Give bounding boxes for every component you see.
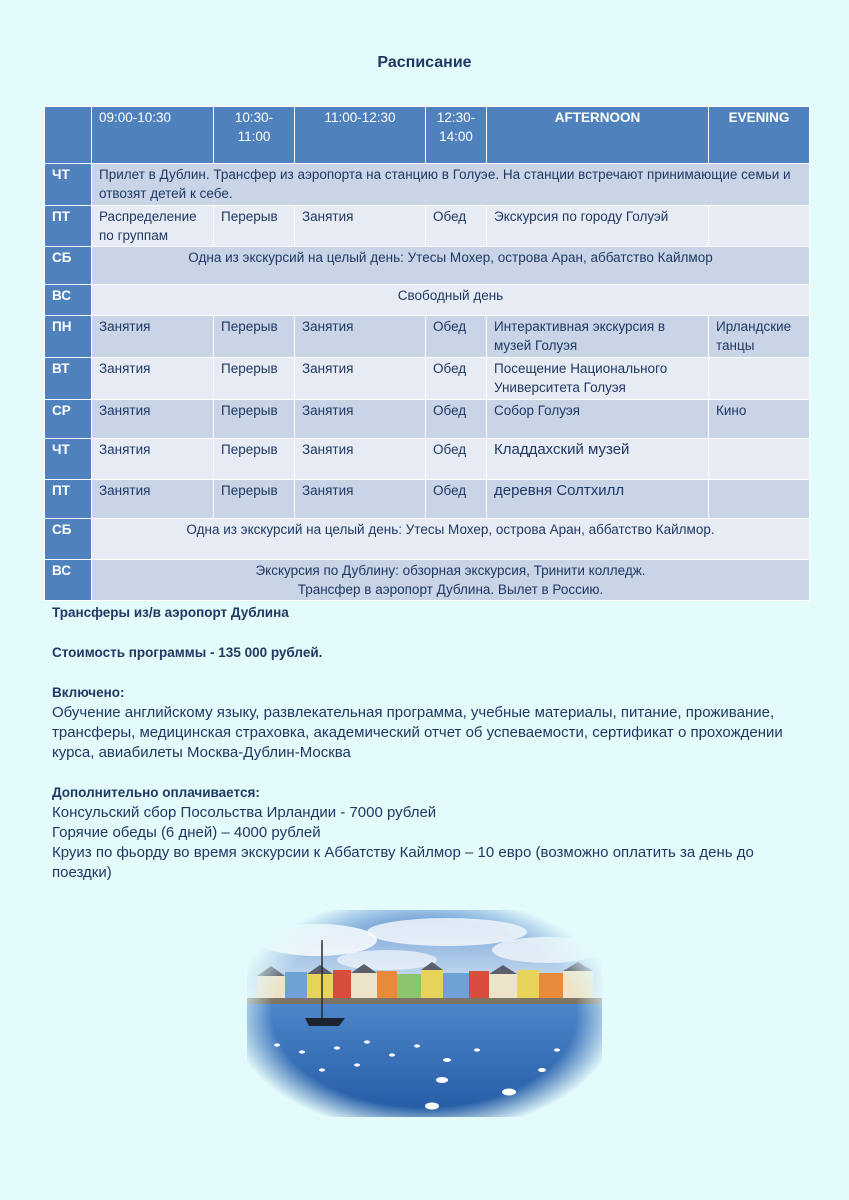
day-cell: ПН xyxy=(45,316,92,358)
activity-cell: Свободный день xyxy=(92,285,810,316)
activity-cell xyxy=(92,560,810,601)
day-cell: ВС xyxy=(45,285,92,316)
activity-cell: Перерыв xyxy=(214,480,295,519)
extra-item: Горячие обеды (6 дней) – 4000 рублей xyxy=(52,824,321,841)
table-row xyxy=(45,358,810,400)
activity-cell xyxy=(709,206,810,247)
galway-harbor-photo xyxy=(247,910,602,1117)
activity-cell: Занятия xyxy=(92,316,214,358)
day-cell: ВТ xyxy=(45,358,92,400)
activity-cell: Одна из экскурсий на целый день: Утесы Мохер, острова Аран, аббатство Кайлмор xyxy=(92,247,810,285)
activity-cell: Кладдахский музей xyxy=(487,439,709,480)
activity-cell: Экскурсия по городу Голуэй xyxy=(487,206,709,247)
schedule-header-row xyxy=(45,107,810,164)
extra-item: Круиз по фьорду во время экскурсии к Аббатству Кайлмор – 10 евро (возможно оплатить за день до поездки) xyxy=(52,844,754,881)
activity-cell: Обед xyxy=(426,358,487,400)
table-row xyxy=(45,206,810,247)
table-row xyxy=(45,400,810,439)
activity-cell: Собор Голуэя xyxy=(487,400,709,439)
activity-line: Трансфер в аэропорт Дублина. Вылет в Россию. xyxy=(297,582,604,597)
header-cell-slot-4: 12:30-14:00 xyxy=(426,107,487,164)
table-row xyxy=(45,164,810,206)
activity-cell: Обед xyxy=(426,480,487,519)
activity-cell: Интерактивная экскурсия в музей Голуэя xyxy=(487,316,709,358)
header-cell-slot-3: 11:00-12:30 xyxy=(295,107,426,164)
activity-cell: Занятия xyxy=(92,480,214,519)
activity-cell: Одна из экскурсий на целый день: Утесы Мохер, острова Аран, аббатство Кайлмор. xyxy=(92,519,810,560)
activity-line: Экскурсия по Дублину: обзорная экскурсия, Тринити колледж. xyxy=(255,563,646,578)
table-row xyxy=(45,480,810,519)
activity-cell: Кино xyxy=(709,400,810,439)
program-cost: Стоимость программы - 135 000 рублей. xyxy=(52,645,323,660)
table-row xyxy=(45,285,810,316)
activity-cell xyxy=(709,358,810,400)
activity-cell: Обед xyxy=(426,439,487,480)
activity-cell: Занятия xyxy=(92,400,214,439)
header-cell-afternoon: AFTERNOON xyxy=(487,107,709,164)
day-cell: ПТ xyxy=(45,480,92,519)
activity-cell: Занятия xyxy=(295,316,426,358)
activity-cell: Перерыв xyxy=(214,316,295,358)
day-cell: СБ xyxy=(45,519,92,560)
day-cell: ПТ xyxy=(45,206,92,247)
activity-cell: деревня Солтхилл xyxy=(487,480,709,519)
activity-cell: Занятия xyxy=(295,358,426,400)
activity-cell: Занятия xyxy=(92,439,214,480)
activity-cell: Посещение Национального Университета Голуэя xyxy=(487,358,709,400)
activity-cell: Занятия xyxy=(295,206,426,247)
activity-cell: Обед xyxy=(426,206,487,247)
table-row xyxy=(45,316,810,358)
header-cell-evening: EVENING xyxy=(709,107,810,164)
activity-cell: Занятия xyxy=(92,358,214,400)
header-cell-day xyxy=(45,107,92,164)
activity-cell: Ирландские танцы xyxy=(709,316,810,358)
day-cell: СР xyxy=(45,400,92,439)
extra-item: Консульский сбор Посольства Ирландии - 7000 рублей xyxy=(52,804,437,821)
table-row xyxy=(45,247,810,285)
activity-cell: Перерыв xyxy=(214,439,295,480)
extra-heading: Дополнительно оплачивается: xyxy=(52,785,260,800)
activity-cell: Занятия xyxy=(295,439,426,480)
day-cell: ЧТ xyxy=(45,164,92,206)
page-title: Расписание xyxy=(377,54,472,71)
header-cell-slot-1: 09:00-10:30 xyxy=(92,107,214,164)
activity-cell: Прилет в Дублин. Трансфер из аэропорта на станцию в Голуэе. На станции встречают принимающие семьи и отвозят детей к себе. xyxy=(92,164,810,206)
transfers-note: Трансферы из/в аэропорт Дублина xyxy=(52,605,289,620)
included-heading: Включено: xyxy=(52,685,125,700)
activity-cell: Занятия xyxy=(295,400,426,439)
activity-cell xyxy=(709,439,810,480)
table-row xyxy=(45,519,810,560)
activity-cell: Перерыв xyxy=(214,206,295,247)
activity-cell: Перерыв xyxy=(214,400,295,439)
day-cell: СБ xyxy=(45,247,92,285)
day-cell: ЧТ xyxy=(45,439,92,480)
harbor-illustration xyxy=(247,910,602,1117)
activity-cell: Занятия xyxy=(295,480,426,519)
activity-cell: Распределение по группам xyxy=(92,206,214,247)
included-text: Обучение английскому языку, развлекательная программа, учебные материалы, питание, проживание, трансферы, медицинская страховка, академический отчет об успеваемости, сертификат о прохождении курса, авиабилеты Москва-Дублин-Москва xyxy=(52,704,783,761)
activity-cell: Перерыв xyxy=(214,358,295,400)
header-cell-slot-2: 10:30-11:00 xyxy=(214,107,295,164)
schedule-table xyxy=(44,106,810,601)
program-info xyxy=(52,603,812,883)
activity-cell: Обед xyxy=(426,316,487,358)
table-row xyxy=(45,560,810,601)
activity-cell: Обед xyxy=(426,400,487,439)
day-cell: ВС xyxy=(45,560,92,601)
activity-cell xyxy=(709,480,810,519)
table-row xyxy=(45,439,810,480)
